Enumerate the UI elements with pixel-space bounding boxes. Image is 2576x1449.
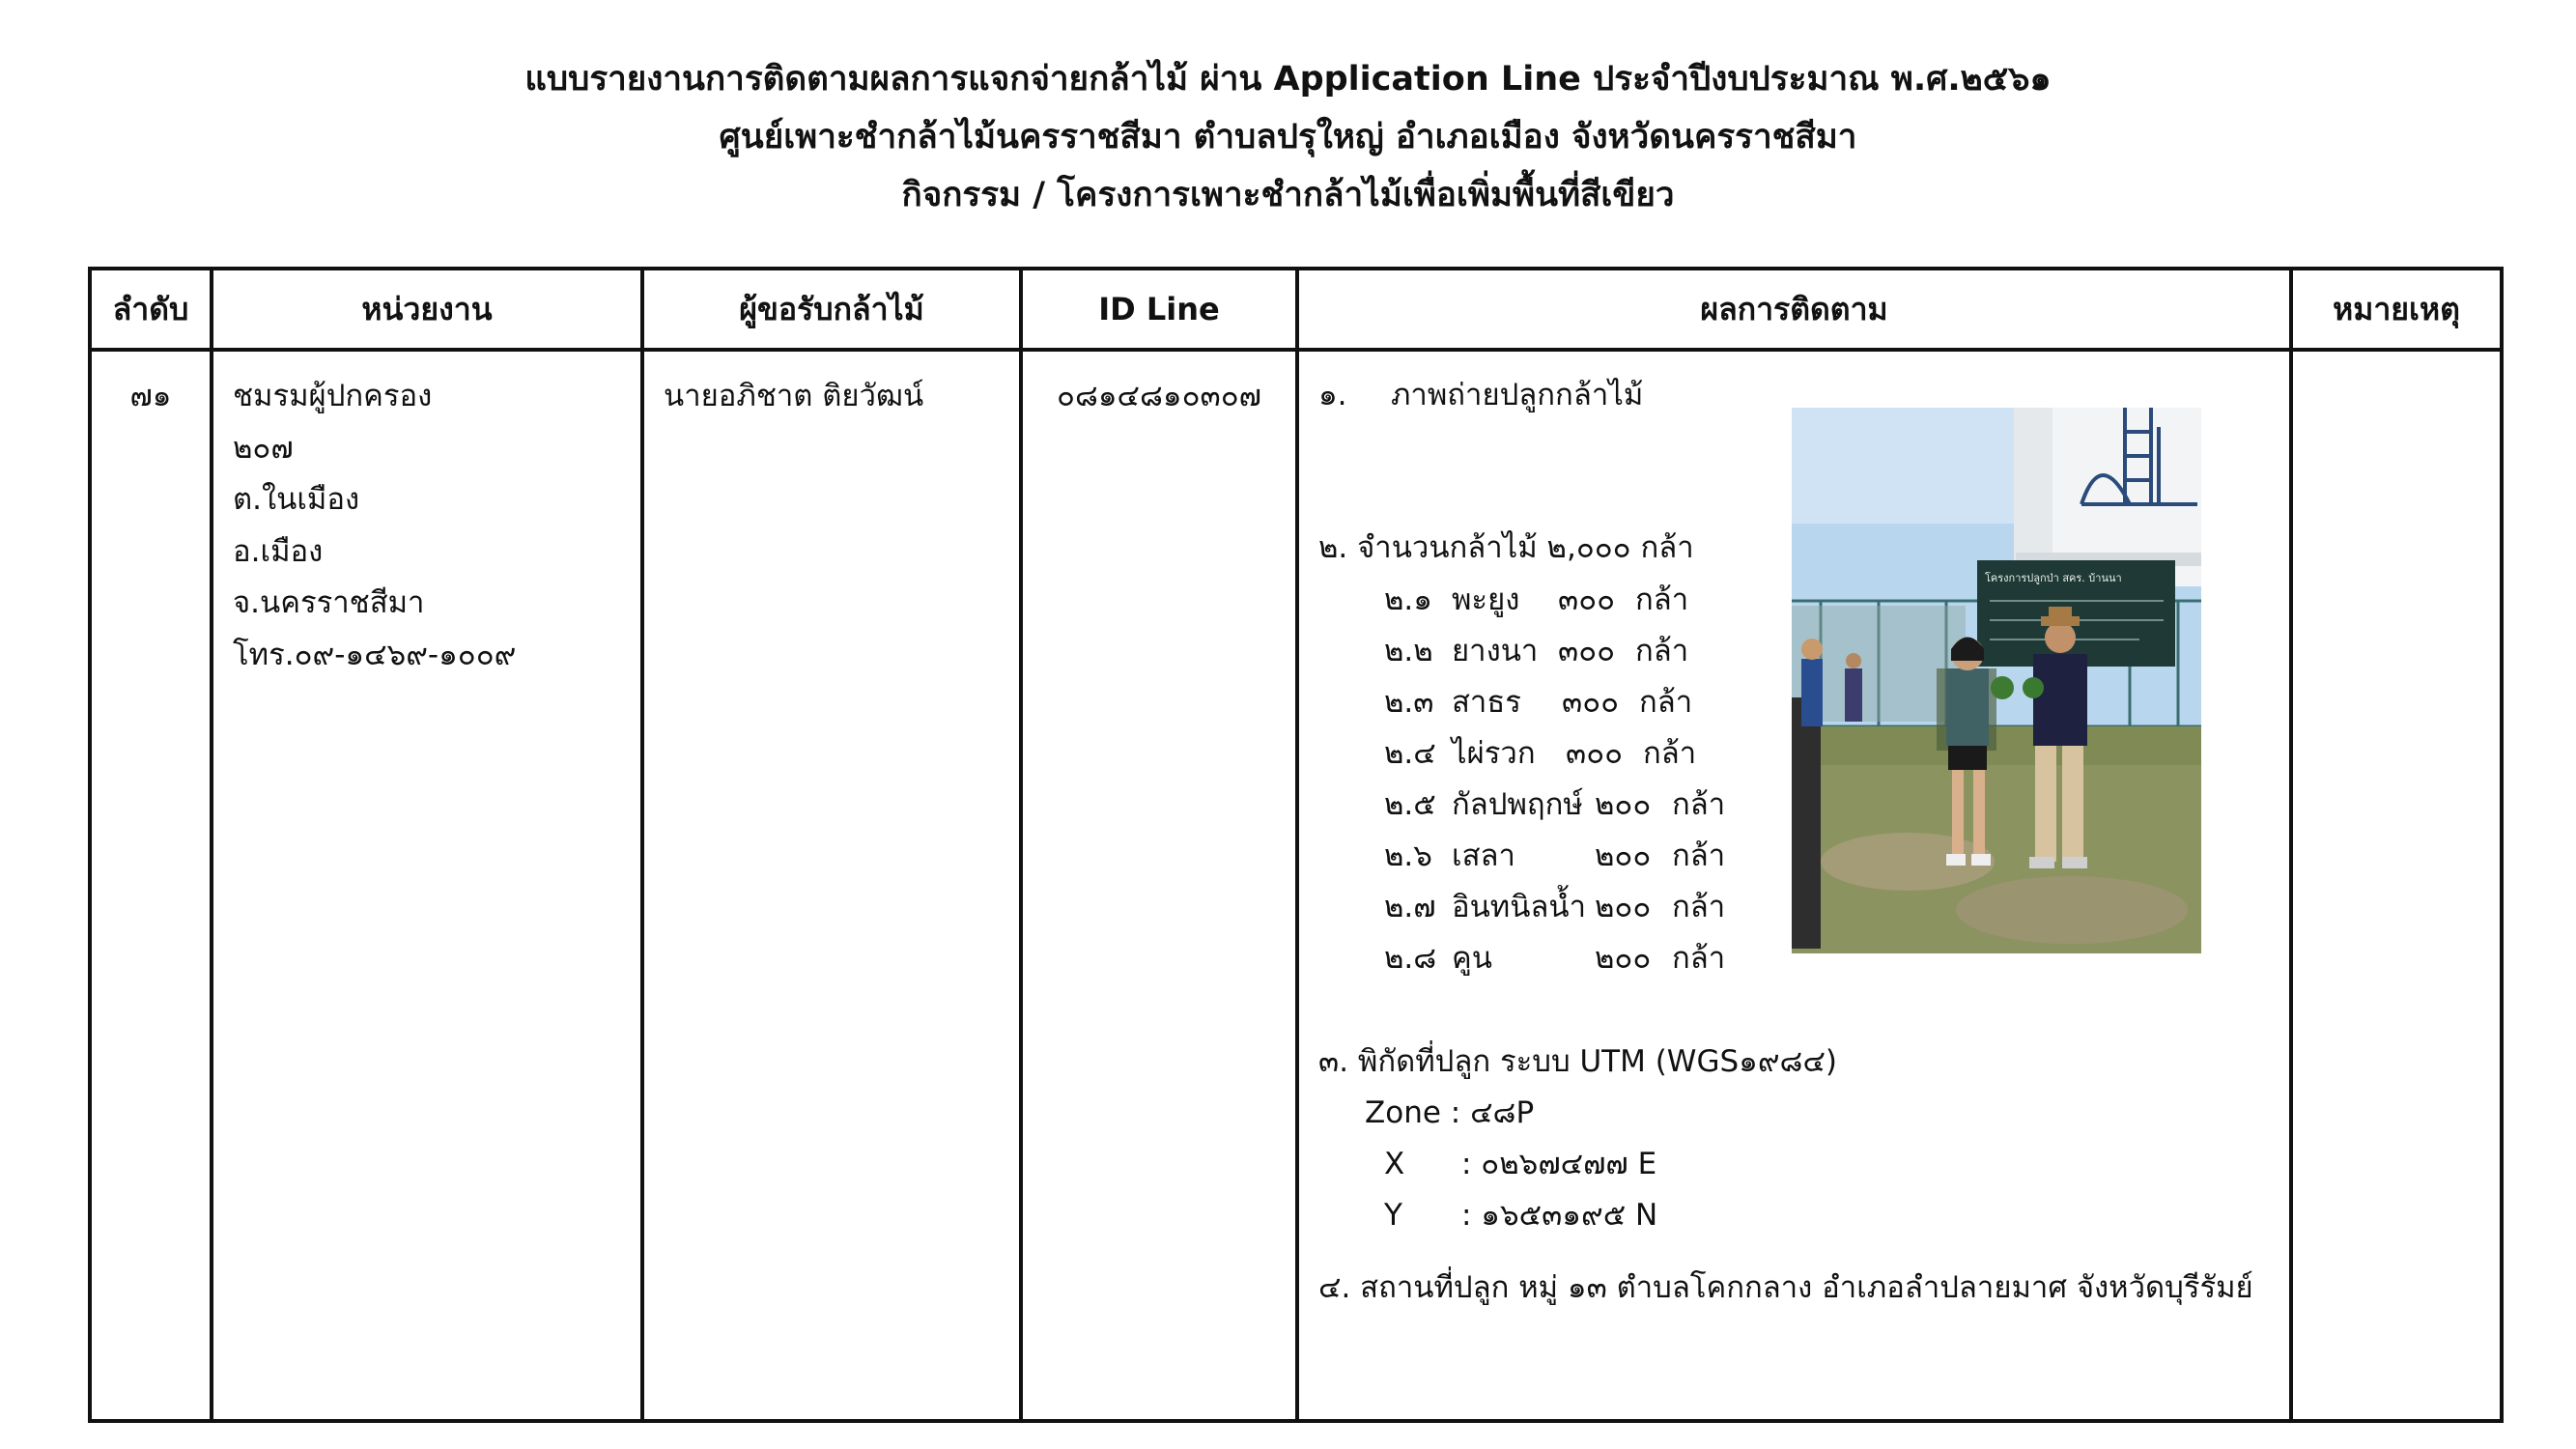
species-row: ๒.๘ คูน ๒๐๐ กล้า: [1384, 941, 1726, 976]
cell-remark: [2291, 350, 2502, 1421]
result-item-count: ๒. จำนวนกล้าไม้ ๒,๐๐๐ กล้า: [1318, 530, 1694, 565]
result-item-location: ๔. สถานที่ปลูก หมู่ ๑๓ ตำบลโคกกลาง อำเภอลำปลายมาศ จังหวัดบุรีรัมย์: [1318, 1270, 2253, 1305]
agency-province: จ.นครราชสีมา: [233, 585, 425, 620]
cell-requester: [642, 350, 1021, 1421]
header-result: ผลการติดตาม: [1297, 269, 2291, 350]
agency-district: อ.เมือง: [233, 533, 324, 569]
agency-subdistrict: ต.ในเมือง: [233, 482, 360, 517]
id-line-value: ๐๘๑๔๘๑๐๓๐๗: [1057, 379, 1261, 413]
report-subtitle-project: กิจกรรม / โครงการเพาะชำกล้าไม้เพื่อเพิ่มพื้นที่สีเขียว: [901, 176, 1675, 214]
utm-zone: Zone : ๔๘P: [1365, 1095, 1535, 1130]
species-row: ๒.๑ พะยูง ๓๐๐ กล้า: [1384, 582, 1689, 617]
report-subtitle-center: ศูนย์เพาะชำกล้าไม้นครราชสีมา ตำบลปรุใหญ่ อำเภอเมือง จังหวัดนครราชสีมา: [719, 118, 1857, 156]
cell-no: [90, 350, 212, 1421]
header-requester: ผู้ขอรับกล้าไม้: [642, 269, 1021, 350]
cell-agency: [212, 350, 642, 1421]
report-header: [0, 50, 2576, 224]
cell-result: [1297, 350, 2291, 1421]
header-remark: หมายเหตุ: [2291, 269, 2502, 350]
agency-name: ชมรมผู้ปกครอง: [233, 379, 433, 413]
species-row: ๒.๔ ไผ่รวก ๓๐๐ กล้า: [1384, 736, 1697, 771]
species-row: ๒.๒ ยางนา ๓๐๐ กล้า: [1384, 634, 1689, 668]
cell-id-line: [1021, 350, 1297, 1421]
requester-name: นายอภิชาต ติยวัฒน์: [664, 379, 924, 413]
table-row: [90, 350, 2502, 1421]
species-row: ๒.๗ อินทนิลน้ำ ๒๐๐ กล้า: [1384, 890, 1726, 924]
sign-text: โครงการปลูกป่า สคร. บ้านนา: [1985, 572, 2122, 584]
species-row: ๒.๕ กัลปพฤกษ์ ๒๐๐ กล้า: [1384, 787, 1726, 822]
header-no: ลำดับ: [90, 269, 212, 350]
agency-phone: โทร.๐๙-๑๔๖๙-๑๐๐๙: [233, 637, 517, 672]
header-agency: หน่วยงาน: [212, 269, 642, 350]
report-table: [88, 267, 2504, 1423]
species-row: ๒.๓ สาธร ๓๐๐ กล้า: [1384, 685, 1693, 720]
utm-x: X : ๐๒๖๗๔๗๗ E: [1384, 1147, 1657, 1181]
row-number: ๗๑: [129, 379, 172, 413]
planting-photo-illustration: [1792, 408, 2201, 953]
species-row: ๒.๖ เสลา ๒๐๐ กล้า: [1384, 838, 1726, 873]
result-item-coordinates: ๓. พิกัดที่ปลูก ระบบ UTM (WGS๑๙๘๔): [1318, 1044, 1838, 1079]
header-id-line: ID Line: [1021, 269, 1297, 350]
report-title: แบบรายงานการติดตามผลการแจกจ่ายกล้าไม้ ผ่าน Application Line ประจำปีงบประมาณ พ.ศ.๒๕๖๑: [524, 60, 2052, 99]
agency-house-no: ๒๐๗: [233, 430, 294, 466]
table-header-row: [90, 269, 2502, 350]
utm-y: Y : ๑๖๕๓๑๙๕ N: [1384, 1198, 1658, 1233]
result-item-photo: ๑. ภาพถ่ายปลูกกล้าไม้: [1318, 378, 1644, 412]
planting-photo: [1792, 408, 2201, 953]
